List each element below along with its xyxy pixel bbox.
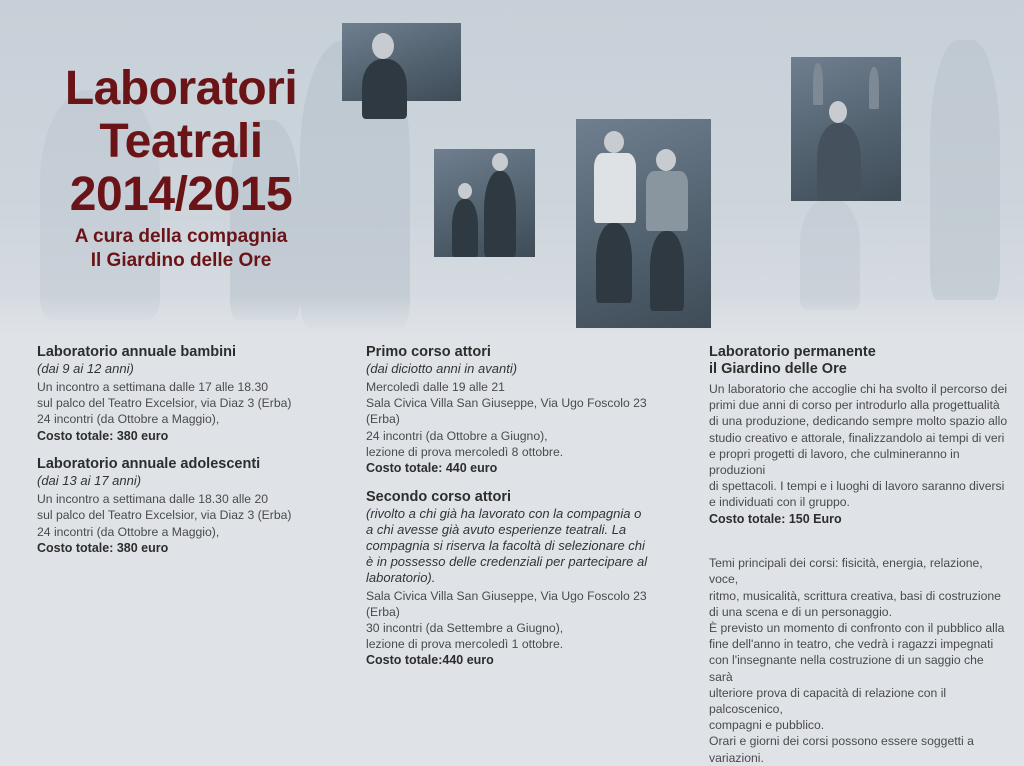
title-line-3: 2014/2015 (69, 168, 293, 221)
course-age: (dai 13 ai 17 anni) (37, 473, 142, 489)
course-cost: Costo totale: 440 euro (366, 461, 498, 476)
course-bambini (37, 344, 337, 444)
course-detail: Un laboratorio che accoglie chi ha svolto il percorso dei (709, 382, 1008, 396)
note-line: fine dell'anno in teatro, che vedrà i ragazzi impegnati (709, 637, 994, 652)
course-detail: 24 incontri (da Ottobre a Maggio), (37, 412, 220, 427)
general-notes (709, 555, 1009, 766)
course-detail: sul palco del Teatro Excelsior, via Diaz 3 (Erba) (37, 508, 292, 523)
inset-photo-4 (791, 57, 901, 201)
course-age: (dai 9 ai 12 anni) (37, 361, 134, 376)
course-detail: 24 incontri (da Ottobre a Maggio), (37, 524, 220, 539)
inset-photo-3 (576, 119, 711, 328)
note-line: È previsto un momento di confronto con il pubblico alla (709, 620, 1005, 635)
course-title: il Giardino delle Ore (709, 361, 847, 377)
course-detail: primi due anni di corso per introdurlo alla progettualità (709, 398, 1000, 413)
course-detail: sul palco del Teatro Excelsior, via Diaz 3 (Erba) (37, 396, 292, 411)
note-line: ritmo, musicalità, scrittura creativa, basi di costruzione (709, 588, 1001, 603)
course-requirements: è in possesso delle credenziali per partecipare al (366, 553, 648, 569)
note-line: ulteriore prova di capacità di relazione con il palcoscenico, (709, 685, 947, 716)
course-permanente (709, 344, 1009, 527)
title-line-1: Laboratori (64, 62, 298, 115)
course-adolescenti (37, 456, 337, 556)
note-line: di una scena e di un personaggio. (709, 604, 892, 619)
course-requirements: a chi avesse già avuto esperienze teatrali. La (366, 521, 627, 537)
course-detail: Mercoledì dalle 19 alle 21 (366, 380, 505, 394)
course-requirements: laboratorio). (366, 569, 436, 585)
title-block (36, 62, 326, 273)
course-cost: Costo totale: 150 Euro (709, 511, 842, 526)
course-detail: lezione di prova mercoledì 8 ottobre. (366, 444, 564, 459)
title-line-2: Teatrali (99, 115, 263, 168)
course-secondo-attori (366, 489, 666, 669)
course-title: Secondo corso attori (366, 488, 512, 505)
course-title: Laboratorio annuale adolescenti (37, 456, 261, 473)
course-requirements: (rivolto a chi già ha lavorato con la compagnia o (366, 505, 642, 521)
course-detail: 30 incontri (da Settembre a Giugno), (366, 620, 564, 635)
inset-photo-1 (342, 23, 461, 101)
course-detail: e individuati con il gruppo. (709, 495, 850, 510)
inset-photo-2 (434, 149, 535, 257)
course-detail: lezione di prova mercoledì 1 ottobre. (366, 637, 564, 652)
course-title: Laboratorio permanente (709, 344, 876, 360)
column-1 (37, 344, 337, 568)
column-2 (366, 344, 666, 681)
course-detail: di spettacoli. I tempi e i luoghi di lavoro saranno diversi (709, 479, 1005, 494)
note-line: compagni e pubblico. (709, 718, 825, 733)
course-requirements: compagnia si riserva la facoltà di selezionare chi (366, 537, 645, 553)
course-title: Laboratorio annuale bambini (37, 344, 236, 360)
course-detail: Sala Civica Villa San Giuseppe, Via Ugo Foscolo 23 (Erba) (366, 588, 647, 619)
course-cost: Costo totale: 380 euro (37, 540, 169, 555)
course-primo-attori (366, 344, 666, 477)
course-age: (dai diciotto anni in avanti) (366, 361, 518, 376)
course-detail: Un incontro a settimana dalle 17 alle 18.30 (37, 380, 269, 394)
subtitle-line-1: A cura della compagnia (74, 226, 288, 247)
note-line: Temi principali dei corsi: fisicità, energia, relazione, voce, (709, 556, 983, 587)
course-detail: studio creativo e attorale, finalizzandolo ai tempi di veri (709, 430, 1005, 445)
course-cost: Costo totale:440 euro (366, 653, 494, 668)
course-cost: Costo totale: 380 euro (37, 428, 169, 443)
column-3 (709, 344, 1009, 766)
note-line: con l'insegnante nella costruzione di un saggio che sarà (709, 653, 984, 684)
course-detail: Sala Civica Villa San Giuseppe, Via Ugo Foscolo 23 (Erba) (366, 396, 647, 427)
course-detail: 24 incontri (da Ottobre a Giugno), (366, 428, 548, 443)
course-detail: Un incontro a settimana dalle 18.30 alle 20 (37, 492, 269, 507)
course-detail: di una produzione, dedicando sempre molto spazio allo (709, 414, 1008, 429)
note-line: Orari e giorni dei corsi possono essere soggetti a variazioni. (709, 734, 974, 765)
subtitle-line-2: Il Giardino delle Ore (90, 250, 272, 271)
course-detail: e propri progetti di lavoro, che culmineranno in produzioni (709, 446, 960, 478)
course-title: Primo corso attori (366, 344, 491, 360)
